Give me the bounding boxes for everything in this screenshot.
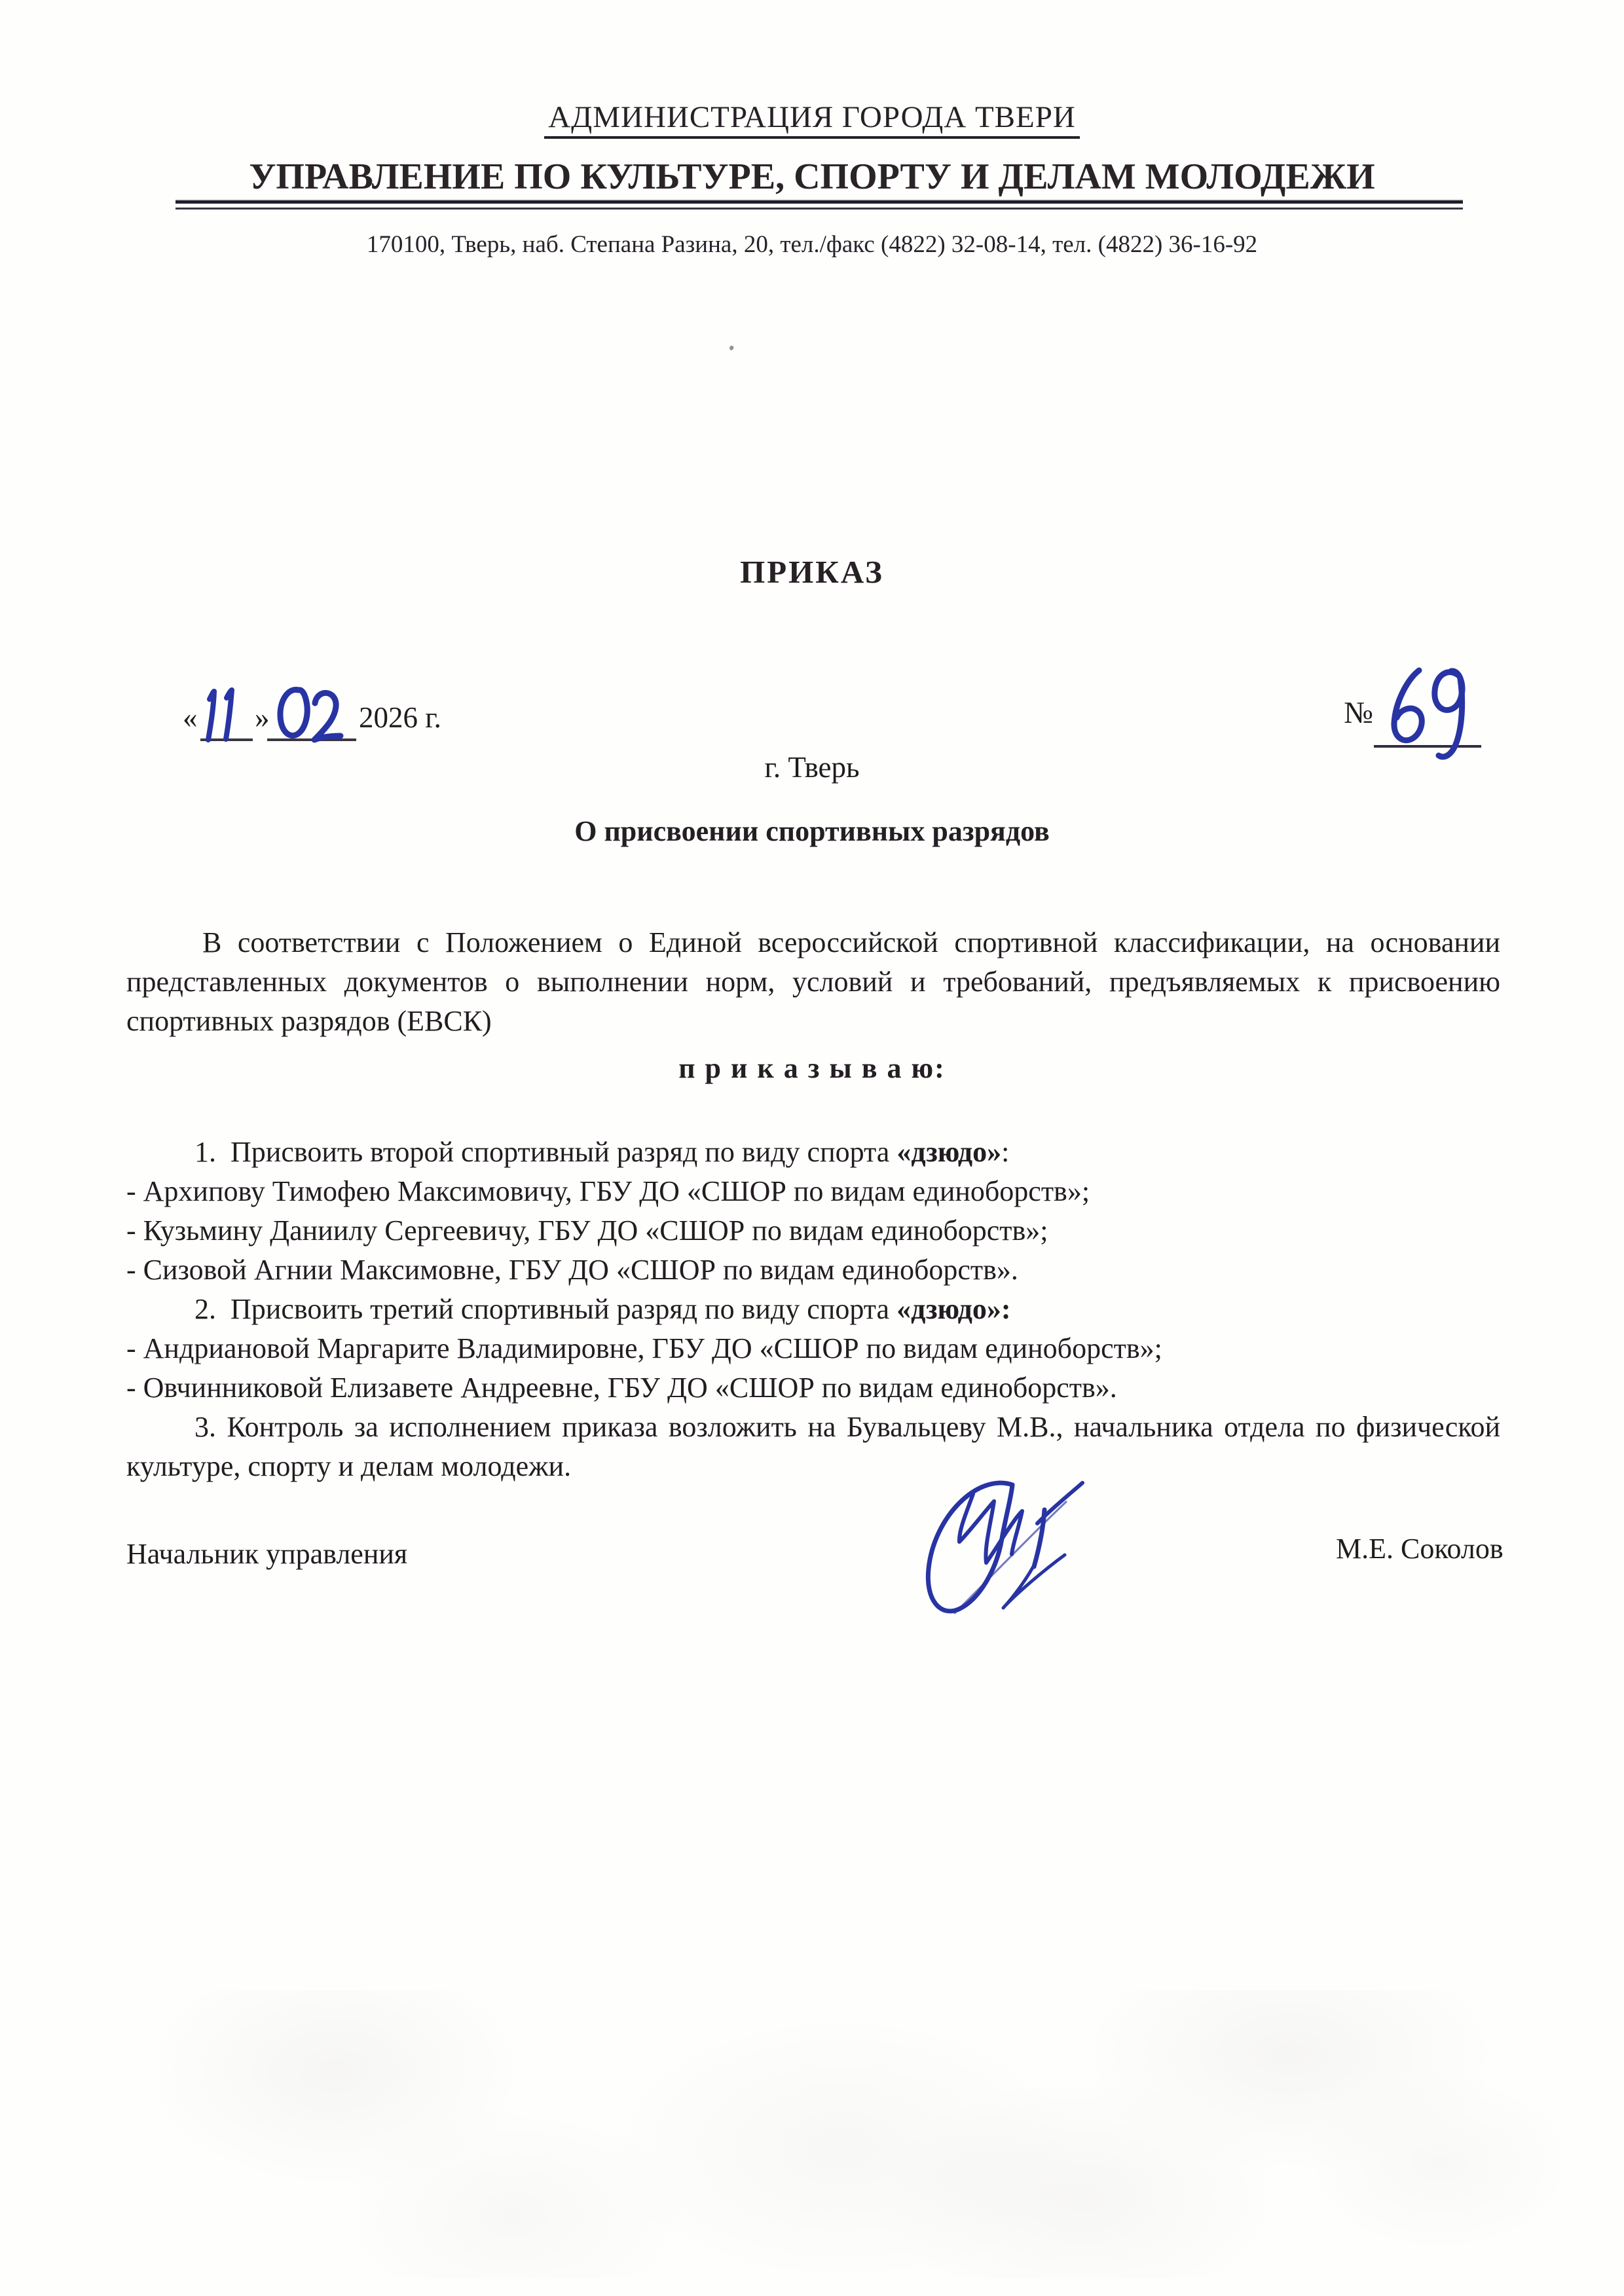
handwritten-number bbox=[1394, 670, 1462, 757]
signature-ink bbox=[898, 1472, 1141, 1675]
order-line-5-text: 2. Присвоить третий спортивный разряд по виду спорта bbox=[194, 1293, 897, 1325]
order-line-7-text: - Овчинниковой Елизавете Андреевне, ГБУ ДО «СШОР по видам единоборств». bbox=[126, 1372, 1117, 1404]
doc-title: ПРИКАЗ bbox=[740, 554, 884, 590]
date-year-label: 2026 г. bbox=[359, 701, 441, 734]
handwritten-month bbox=[280, 689, 341, 740]
order-line-5 bbox=[126, 1290, 1500, 1329]
order-line-3-text: - Кузьмину Даниилу Сергеевичу, ГБУ ДО «СШОР по видам единоборств»; bbox=[126, 1214, 1048, 1247]
order-line-1 bbox=[126, 1133, 1500, 1172]
place-line: г. Тверь bbox=[764, 751, 860, 784]
order-line-2 bbox=[126, 1172, 1500, 1211]
signoff-position: Начальник управления bbox=[126, 1538, 408, 1570]
date-open-quote: « bbox=[183, 701, 198, 734]
preamble-paragraph: В соответствии с Положением о Единой всероссийской спортивной классификации, на основании представленных документов о выполнении норм, условий и требований, предъявляемых к присвоению спортивных разрядов (ЕВСК) bbox=[126, 926, 1500, 1037]
order-line-2-text: - Архипову Тимофею Максимовичу, ГБУ ДО «СШОР по видам единоборств»; bbox=[126, 1175, 1090, 1207]
contact-line: 170100, Тверь, наб. Степана Разина, 20, тел./факс (4822) 32-08-14, тел. (4822) 36-16-92 bbox=[366, 231, 1258, 258]
subject-line: О присвоении спортивных разрядов bbox=[574, 815, 1050, 847]
number-label: № bbox=[1344, 696, 1373, 730]
order-line-8 bbox=[126, 1408, 1500, 1486]
order-line-4-text: - Сизовой Агнии Максимовне, ГБУ ДО «СШОР по видам единоборств». bbox=[126, 1254, 1018, 1286]
decree-word: п р и к а з ы в а ю: bbox=[678, 1052, 946, 1084]
order-line-7 bbox=[126, 1368, 1500, 1408]
order-line-3 bbox=[126, 1211, 1500, 1250]
department-underline-bottom bbox=[175, 208, 1463, 210]
scan-noise-region bbox=[65, 1990, 1559, 2278]
order-line-4 bbox=[126, 1250, 1500, 1290]
org-title bbox=[0, 100, 1624, 135]
order-line-1-bold: «дзюдо» bbox=[896, 1136, 1002, 1168]
order-line-1-text: 1. Присвоить второй спортивный разряд по виду спорта bbox=[194, 1136, 897, 1168]
order-list bbox=[126, 1133, 1500, 1486]
org-title-text: АДМИНИСТРАЦИЯ ГОРОДА ТВЕРИ bbox=[544, 100, 1080, 139]
order-line-6 bbox=[126, 1329, 1500, 1368]
signoff-name: М.Е. Соколов bbox=[1336, 1533, 1504, 1565]
order-line-8-text: 3. Контроль за исполнением приказа возложить на Бувальцеву М.В., начальника отдела по физической культуре, спорту и делам молодежи. bbox=[126, 1411, 1500, 1482]
department-underline-top bbox=[175, 200, 1463, 204]
handwritten-day bbox=[208, 690, 232, 740]
order-line-1-post: : bbox=[1001, 1136, 1010, 1168]
department-title: УПРАВЛЕНИЕ ПО КУЛЬТУРЕ, СПОРТУ И ДЕЛАМ МОЛОДЕЖИ bbox=[249, 156, 1375, 197]
order-line-6-text: - Андриановой Маргарите Владимировне, ГБУ ДО «СШОР по видам единоборств»; bbox=[126, 1332, 1162, 1364]
order-line-5-bold: «дзюдо»: bbox=[896, 1293, 1011, 1325]
date-close-quote: » bbox=[255, 701, 270, 734]
scan-speck bbox=[729, 345, 734, 351]
